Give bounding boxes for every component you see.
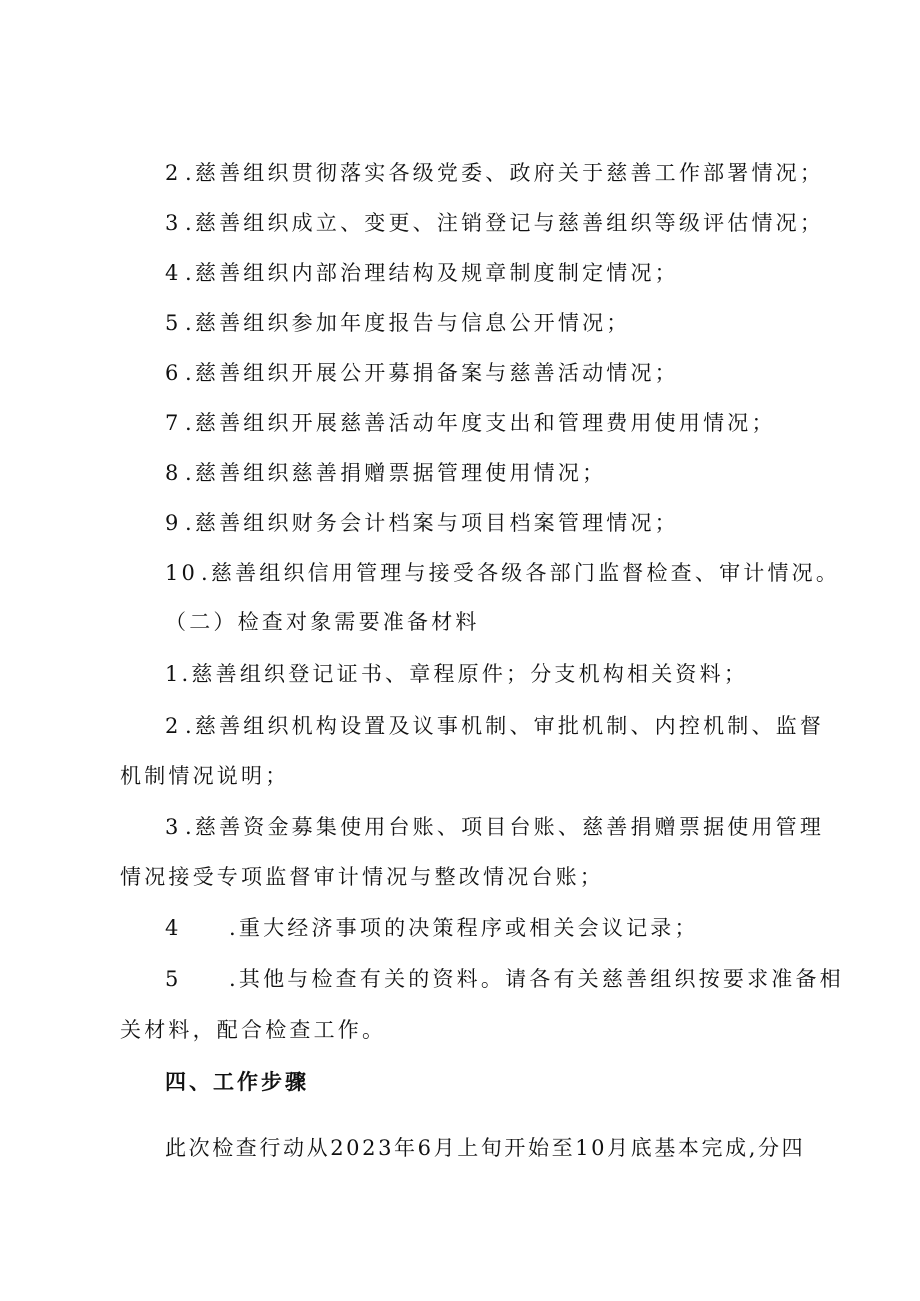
item-number: 5 — [165, 311, 182, 335]
item-number: 8 — [165, 461, 182, 485]
item-text: 情况接受专项监督审计情况与整改情况台账； — [120, 865, 604, 889]
heading-text: 四、工作步骤 — [165, 1070, 309, 1094]
material-item-5 — [165, 964, 844, 994]
item-number: 3 — [165, 211, 182, 235]
item-number: 6 — [165, 361, 182, 385]
item-text: .慈善组织成立、变更、注销登记与慈善组织等级评估情况； — [185, 211, 825, 235]
item-number: 9 — [165, 511, 182, 535]
item-text: .慈善组织财务会计档案与项目档案管理情况； — [185, 511, 679, 535]
item-text: .慈善组织开展慈善活动年度支出和管理费用使用情况； — [185, 411, 776, 435]
material-item-4 — [165, 913, 699, 943]
check-item-9 — [165, 508, 679, 538]
item-text: .慈善组织慈善捐赠票据管理使用情况； — [185, 461, 607, 485]
section-heading-work-steps — [165, 1067, 309, 1097]
material-item-1 — [165, 659, 748, 689]
item-text: .慈善组织参加年度报告与信息公开情况； — [185, 311, 631, 335]
work-steps-paragraph — [165, 1133, 805, 1163]
check-item-10 — [165, 558, 840, 588]
item-number: 2 — [165, 161, 182, 185]
item-text: .重大经济事项的决策程序或相关会议记录； — [229, 916, 699, 940]
item-number: 10 — [165, 561, 199, 585]
section-heading-materials — [165, 607, 480, 637]
item-text: .慈善组织信用管理与接受各级各部门监督检查、审计情况。 — [201, 561, 841, 585]
item-text: 关材料，配合检查工作。 — [120, 1018, 387, 1042]
item-number: 7 — [165, 411, 182, 435]
paragraph-text: 此次检查行动从2023年6月上旬开始至10月底基本完成,分四 — [165, 1136, 806, 1160]
item-text: .其他与检查有关的资料。请各有关慈善组织按要求准备相 — [229, 967, 844, 991]
item-number: 2 — [165, 714, 182, 738]
item-number: 4 — [165, 916, 182, 940]
check-item-3 — [165, 208, 824, 238]
item-text: .慈善组织机构设置及议事机制、审批机制、内控机制、监督 — [185, 714, 825, 738]
item-text: 机制情况说明； — [120, 764, 290, 788]
item-number: 4 — [165, 261, 182, 285]
item-text: .慈善组织开展公开募捐备案与慈善活动情况； — [185, 361, 679, 385]
heading-text: （二）检查对象需要准备材料 — [165, 610, 480, 634]
check-item-4 — [165, 258, 679, 288]
material-item-3-cont — [120, 862, 604, 892]
item-text: .慈善资金募集使用台账、项目台账、慈善捐赠票据使用管理 — [185, 815, 825, 839]
material-item-2-cont — [120, 761, 289, 791]
item-number: 5 — [165, 967, 182, 991]
material-item-5-cont — [120, 1015, 386, 1045]
item-text: .慈善组织内部治理结构及规章制度制定情况； — [185, 261, 679, 285]
material-item-2 — [165, 711, 824, 741]
check-item-6 — [165, 358, 679, 388]
material-item-3 — [165, 812, 824, 842]
check-item-8 — [165, 458, 606, 488]
check-item-7 — [165, 408, 776, 438]
item-text: .慈善组织贯彻落实各级党委、政府关于慈善工作部署情况； — [185, 161, 825, 185]
check-item-2 — [165, 158, 824, 188]
item-number: 3 — [165, 815, 182, 839]
check-item-5 — [165, 308, 630, 338]
item-text: 1.慈善组织登记证书、章程原件；分支机构相关资料； — [165, 662, 749, 686]
